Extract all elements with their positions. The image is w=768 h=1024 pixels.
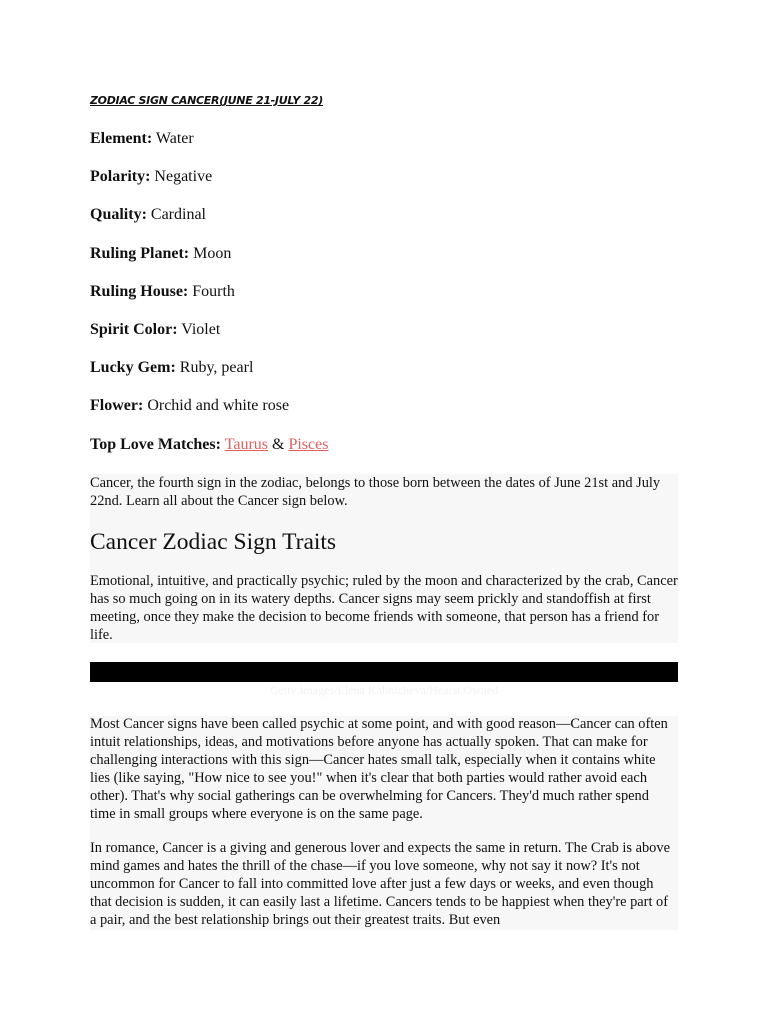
fact-element (90, 129, 328, 167)
fact-value: Violet (181, 320, 221, 338)
intro-paragraph: Cancer, the fourth sign in the zodiac, belongs to those born between the dates of June 21st and July 22nd. Learn all about the Cancer sign below. (90, 475, 661, 509)
fact-value: Ruby, pearl (179, 359, 254, 377)
fact-label: Quality: (90, 206, 147, 224)
image-caption: Getty Images/Elena Kalinicheva/Hearst Owned (269, 683, 499, 697)
document-title: ZODIAC SIGN CANCER(JUNE 21-JULY 22) (90, 94, 323, 107)
fact-label: Top Love Matches: (90, 435, 221, 453)
fact-value: Fourth (192, 282, 235, 300)
fact-spirit-color (90, 320, 328, 358)
traits-paragraph: Emotional, intuitive, and practically psychic; ruled by the moon and characterized by the crab, Cancer has so much going on in its watery depths. Cancer signs may seem prickly and standoffish at first meeting, once they make the decision to become friends with someone, that person has a friend for life. (90, 572, 678, 643)
body-paragraph-2: In romance, Cancer is a giving and generous lover and expects the same in return. The Crab is above mind games and hates the thrill of the chase—if you love someone, why not say it now? It's not uncommon for Cancer to fall into committed love after just a few days or weeks, and even though that decision is sudden, it can easily last a lifetime. Cancers tends to be happiest when they're part of a pair, and the best relationship brings out their greatest traits. But even (90, 840, 670, 929)
body-paragraph-1: Most Cancer signs have been called psychic at some point, and with good reason—Cancer can often intuit relationships, ideas, and motivations before anyone has actually spoken. That can make for challenging interactions with this sign—Cancer hates small talk, especially when it contains white lies (like saying, "How nice to see you!" when it's clear that both parties would rather avoid each other). That's why social gatherings can be overwhelming for Cancers. They'd much rather spend time in small groups where everyone is on the same page. (90, 716, 668, 822)
fact-polarity (90, 167, 328, 205)
fact-label: Spirit Color: (90, 320, 178, 338)
pisces-link[interactable]: Pisces (288, 435, 329, 453)
fact-value: Cardinal (150, 206, 206, 224)
fact-label: Lucky Gem: (90, 359, 176, 377)
fact-label: Element: (90, 130, 153, 147)
fact-ruling-house (90, 282, 328, 320)
fact-value: Negative (154, 168, 213, 186)
fact-ruling-planet (90, 244, 328, 282)
fact-quality (90, 205, 328, 243)
fact-value: Moon (193, 244, 232, 262)
fact-label: Ruling Planet: (90, 244, 190, 262)
image-bar (90, 662, 678, 682)
fact-value: Orchid and white rose (147, 397, 290, 415)
taurus-link[interactable]: Taurus (224, 435, 268, 453)
fact-value: Water (155, 130, 194, 147)
fact-flower (90, 396, 328, 434)
fact-label: Polarity: (90, 168, 151, 186)
fact-love-matches (90, 435, 328, 473)
fact-list (90, 129, 328, 473)
fact-lucky-gem (90, 358, 328, 396)
fact-label: Ruling House: (90, 282, 189, 300)
traits-heading: Cancer Zodiac Sign Traits (90, 528, 337, 555)
intro-section (90, 474, 678, 643)
fact-label: Flower: (90, 397, 144, 415)
body-section (90, 716, 678, 930)
match-separator: & (272, 435, 285, 453)
